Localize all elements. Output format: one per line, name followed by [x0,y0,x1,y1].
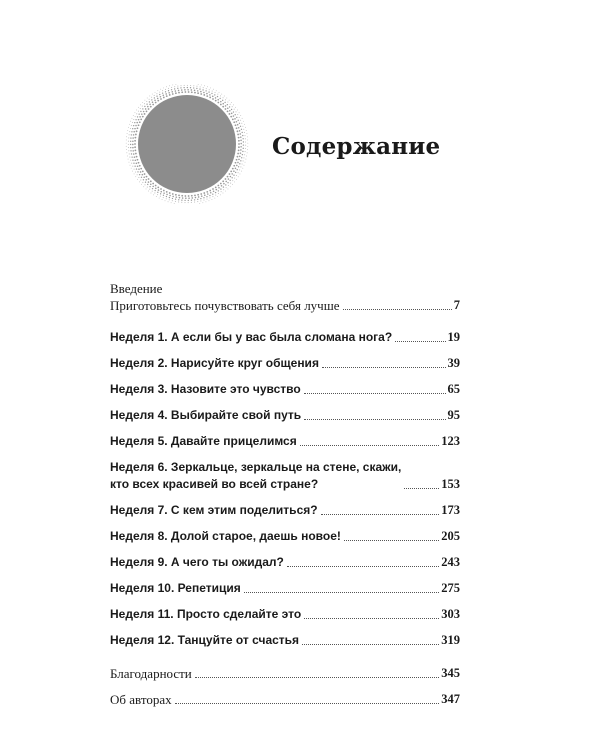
toc-entry-title: Неделя 10. Репетиция [110,581,241,595]
dot-leader [304,419,445,420]
dot-leader [304,618,439,619]
toc-entry-week-3[interactable] [110,381,460,398]
toc-entry-page: 153 [441,477,460,491]
dot-leader [287,566,439,567]
toc-entry-title: Неделя 9. А чего ты ожидал? [110,555,284,569]
dot-leader [175,703,440,704]
toc-entry-week-9[interactable] [110,554,460,571]
toc-entry-page: 173 [441,503,460,517]
toc-entry-page: 205 [441,529,460,543]
toc-entry-title: Неделя 4. Выбирайте свой путь [110,408,302,422]
toc-entry-page: 345 [441,666,460,680]
dot-leader [322,367,446,368]
toc-entry-week-12[interactable] [110,632,460,649]
toc-entry-title: Приготовьтесь почувствовать себя лучше [110,298,340,313]
toc-entry-title: Неделя 8. Долой старое, даешь новое! [110,529,341,543]
toc-entry-week-4[interactable] [110,407,460,424]
toc-entry-page: 123 [441,434,460,448]
sun-disc [138,95,236,193]
toc-entry-page: 319 [441,633,460,647]
toc-entry-week-6[interactable] [110,459,460,493]
toc-entry-page: 347 [441,692,460,706]
toc-entry-title: Неделя 7. С кем этим поделиться? [110,503,318,517]
intro-section-label: Введение [110,281,163,296]
toc-entry-title: Неделя 11. Просто сделайте это [110,607,302,621]
toc-entry-page: 303 [441,607,460,621]
toc-entry-intro[interactable] [110,297,460,314]
toc-entry-page: 19 [447,330,460,344]
dot-leader [300,445,440,446]
toc-entry-title: Неделя 2. Нарисуйте круг общения [110,356,319,370]
toc-entry-week-5[interactable] [110,433,460,450]
dot-leader [302,644,439,645]
toc-entry-week-11[interactable] [110,606,460,623]
dot-leader [343,309,452,310]
toc-entry-title: Об авторах [110,692,172,707]
toc-entry-week-1[interactable] [110,329,460,346]
toc-entry-page: 95 [447,408,460,422]
sun-circle-icon [102,84,272,204]
toc-entry-title: Неделя 5. Давайте прицелимся [110,434,297,448]
toc-entry-title: Неделя 3. Назовите это чувство [110,382,301,396]
toc-entry-title-line-1: Неделя 6. Зеркальце, зеркальце на стене, скажи, [110,460,402,474]
toc-entry-page: 243 [441,555,460,569]
toc-entry-title: Неделя 12. Танцуйте от счастья [110,633,300,647]
toc-entry-page: 7 [453,298,460,312]
page-title: Содержание [272,133,441,160]
toc-entry-acknowledgments[interactable] [110,665,460,682]
toc-entry-week-8[interactable] [110,528,460,545]
toc-entry-week-2[interactable] [110,355,460,372]
toc-entry-about-authors[interactable] [110,691,460,708]
dot-leader [404,488,439,489]
toc-entry-title [110,459,401,493]
table-of-contents [110,281,460,708]
toc-entry-week-7[interactable] [110,502,460,519]
dot-leader [304,393,446,394]
toc-entry-page: 39 [447,356,460,370]
toc-entry-title: Неделя 1. А если бы у вас была сломана нога? [110,330,393,344]
toc-entry-week-10[interactable] [110,580,460,597]
toc-entry-title-line-2: кто всех красивей во всей стране? [110,477,319,491]
dot-leader [344,540,439,541]
dot-leader [321,514,440,515]
dot-leader [395,341,445,342]
toc-entry-page: 275 [441,581,460,595]
dot-leader [195,677,439,678]
toc-entry-title: Благодарности [110,666,192,681]
toc-entry-page: 65 [447,382,460,396]
dot-leader [244,592,439,593]
